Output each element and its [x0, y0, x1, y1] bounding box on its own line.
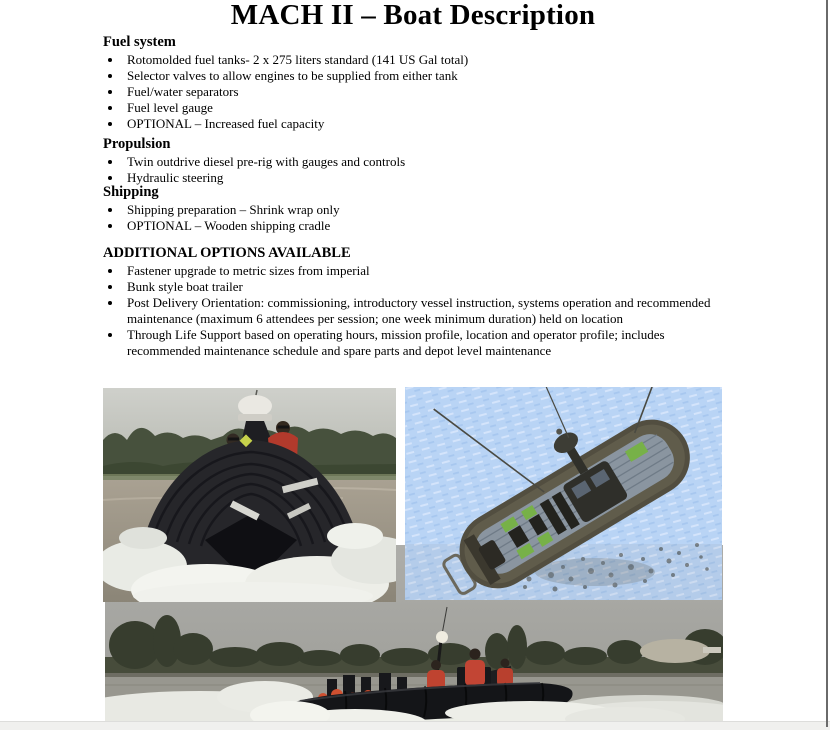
radar-dome	[238, 395, 272, 417]
bullet-text: recommended maintenance schedule and spare parts and depot level maintenance	[127, 343, 552, 358]
bullet-item	[103, 52, 737, 68]
section-additional-options	[103, 244, 737, 359]
bullet-dot	[108, 122, 112, 126]
photo-boat-render	[405, 387, 722, 600]
bullet-item	[103, 202, 737, 218]
bullet-text: Bunk style boat trailer	[127, 279, 243, 294]
bullet-item	[103, 218, 737, 234]
bullet-text: Shipping preparation – Shrink wrap only	[127, 202, 340, 217]
bullet-dot	[108, 90, 112, 94]
section-shipping	[103, 183, 737, 234]
bullet-dot	[108, 333, 112, 337]
section-fuel-system	[103, 33, 737, 132]
bullet-list	[103, 263, 737, 359]
gravel-mound	[640, 639, 710, 663]
bullet-list	[103, 154, 737, 186]
bullet-item	[103, 295, 737, 327]
photo-boat-render-svg	[405, 387, 722, 600]
section-heading: ADDITIONAL OPTIONS AVAILABLE	[103, 245, 351, 261]
bullet-text: Through Life Support based on operating hours, mission profile, location and operator profile; includes	[127, 327, 665, 342]
page-title: MACH II – Boat Description	[230, 0, 596, 31]
bullet-list	[103, 202, 737, 234]
bullet-item	[103, 116, 737, 132]
bullet-item	[103, 84, 737, 100]
bullet-dot	[108, 301, 112, 305]
section-heading: Fuel system	[103, 34, 176, 50]
bullet-text: Hydraulic steering	[127, 170, 224, 185]
bullet-text: maintenance (maximum 6 attendees per session; one week minimum duration) held on location	[127, 311, 624, 326]
viewer-bottom-strip	[0, 721, 830, 730]
bullet-dot	[108, 285, 112, 289]
bullet-text: Fuel level gauge	[127, 100, 213, 115]
bullet-item	[103, 100, 737, 116]
bullet-item	[103, 68, 737, 84]
photo-boat-bow-view	[103, 388, 396, 602]
bullet-text: Twin outdrive diesel pre-rig with gauges and controls	[127, 154, 406, 169]
bullet-dot	[108, 224, 112, 228]
bullet-text: Rotomolded fuel tanks- 2 x 275 liters standard (141 US Gal total)	[127, 52, 469, 67]
bullet-text: OPTIONAL – Increased fuel capacity	[127, 116, 325, 131]
page-right-border	[826, 0, 828, 727]
bullet-dot	[108, 269, 112, 273]
bullet-text: Fastener upgrade to metric sizes from imperial	[127, 263, 370, 278]
bullet-text: Post Delivery Orientation: commissioning, introductory vessel instruction, systems operation and recommended	[127, 295, 711, 310]
bullet-dot	[108, 208, 112, 212]
bullet-list	[103, 52, 737, 132]
photo-boat-bow-view-svg	[103, 388, 396, 602]
section-heading: Shipping	[103, 184, 159, 200]
description-content	[103, 30, 737, 359]
bullet-text: Selector valves to allow engines to be supplied from either tank	[127, 68, 458, 83]
radar-dome	[436, 631, 448, 643]
bullet-dot	[108, 106, 112, 110]
bullet-dot	[108, 160, 112, 164]
bullet-item	[103, 327, 737, 359]
bullet-dot	[108, 58, 112, 62]
bullet-text: Fuel/water separators	[127, 84, 239, 99]
bullet-item	[103, 170, 737, 186]
bullet-item	[103, 154, 737, 170]
bullet-dot	[108, 176, 112, 180]
section-propulsion	[103, 135, 737, 186]
section-heading: Propulsion	[103, 136, 171, 152]
bullet-item	[103, 279, 737, 295]
bullet-text: OPTIONAL – Wooden shipping cradle	[127, 218, 331, 233]
bullet-item	[103, 263, 737, 279]
bullet-dot	[108, 74, 112, 78]
distant-buildings	[703, 647, 721, 653]
